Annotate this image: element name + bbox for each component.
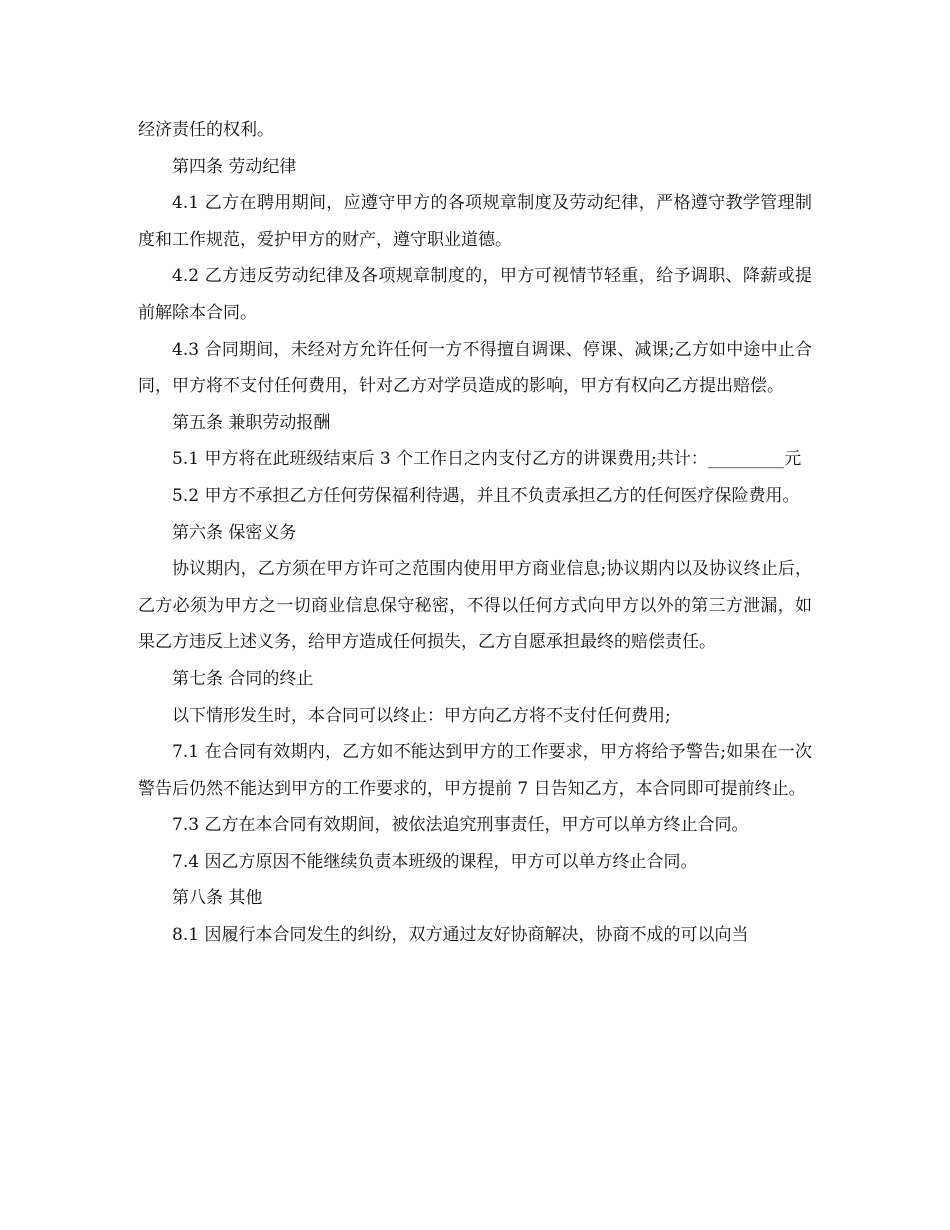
confidentiality-clause: 协议期内，乙方须在甲方许可之范围内使用甲方商业信息;协议期内以及协议终止后，乙方必须为甲方之一切商业信息保守秘密，不得以任何方式向甲方以外的第三方泄漏，如果乙方违反上述义务，给甲方造成任何损失，乙方自愿承担最终的赔偿责任。 xyxy=(138,559,812,653)
clause-7-4: 7.4 因乙方原因不能继续负责本班级的课程，甲方可以单方终止合同。 xyxy=(172,851,698,872)
article-7-heading: 第七条 合同的终止 xyxy=(172,668,314,689)
clause-7-3: 7.3 乙方在本合同有效期间，被依法追究刑事责任，甲方可以单方终止合同。 xyxy=(172,815,749,836)
paragraph-continuation: 经济责任的权利。 xyxy=(138,120,274,140)
article-6-heading: 第六条 保密义务 xyxy=(172,522,297,543)
clause-5-2: 5.2 甲方不承担乙方任何劳保福利待遇，并且不负责承担乙方的任何医疗保险费用。 xyxy=(172,485,800,506)
clause-4-2: 4.2 乙方违反劳动纪律及各项规章制度的，甲方可视情节轻重，给予调职、降薪或提前解除本合同。 xyxy=(138,266,812,323)
clause-5-1: 5.1 甲方将在此班级结束后 3 个工作日之内支付乙方的讲课费用;共计：_________元 xyxy=(172,449,802,470)
article-5-heading: 第五条 兼职劳动报酬 xyxy=(172,412,331,433)
article-4-heading: 第四条 劳动纪律 xyxy=(172,156,297,177)
document-body xyxy=(138,112,812,954)
clause-8-1: 8.1 因履行本合同发生的纠纷，双方通过友好协商解决，协商不成的可以向当 xyxy=(172,925,749,946)
clause-7-1: 7.1 在合同有效期内，乙方如不能达到甲方的工作要求，甲方将给予警告;如果在一次警告后仍然不能达到甲方的工作要求的，甲方提前 7 日告知乙方，本合同即可提前终止。 xyxy=(138,742,812,799)
termination-intro: 以下情形发生时，本合同可以终止：甲方向乙方将不支付任何费用; xyxy=(172,705,671,726)
clause-4-1: 4.1 乙方在聘用期间，应遵守甲方的各项规章制度及劳动纪律，严格遵守教学管理制度和工作规范，爱护甲方的财产，遵守职业道德。 xyxy=(138,193,812,250)
article-8-heading: 第八条 其他 xyxy=(172,888,263,909)
clause-4-3: 4.3 合同期间，未经对方允许任何一方不得擅自调课、停课、减课;乙方如中途中止合同，甲方将不支付任何费用，针对乙方对学员造成的影响，甲方有权向乙方提出赔偿。 xyxy=(138,339,812,397)
